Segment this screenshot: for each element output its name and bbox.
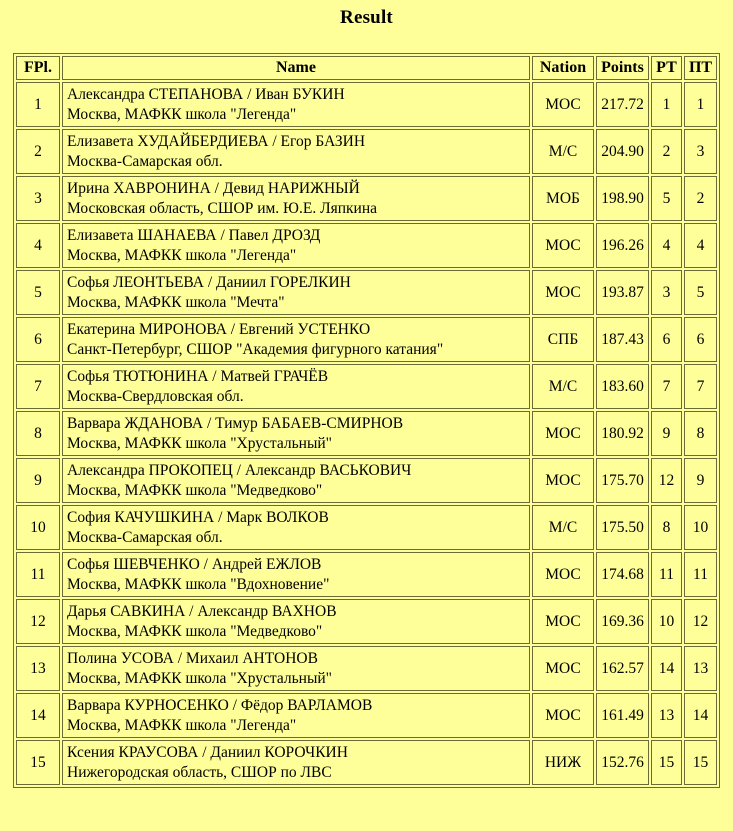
rhythm-dance-rank-cell: 2 bbox=[651, 129, 682, 174]
rhythm-dance-rank-cell: 8 bbox=[651, 505, 682, 550]
club-region: Москва, МАФКК школа "Легенда" bbox=[67, 246, 297, 264]
club-region: Москва, МАФКК школа "Мечта" bbox=[67, 293, 285, 311]
points-cell: 162.57 bbox=[596, 646, 649, 691]
nation-cell: МОС bbox=[532, 552, 594, 597]
col-header-nation: Nation bbox=[532, 56, 594, 80]
free-dance-rank-cell: 13 bbox=[684, 646, 717, 691]
points-cell: 204.90 bbox=[596, 129, 649, 174]
name-cell bbox=[62, 176, 530, 221]
club-region: Нижегородская область, СШОР по ЛВС bbox=[67, 763, 332, 781]
points-cell: 169.36 bbox=[596, 599, 649, 644]
rhythm-dance-rank-cell: 14 bbox=[651, 646, 682, 691]
skaters-names: Софья ЛЕОНТЬЕВА / Даниил ГОРЕЛКИН bbox=[67, 273, 351, 291]
header-row bbox=[16, 56, 717, 80]
rhythm-dance-rank-cell: 13 bbox=[651, 693, 682, 738]
free-dance-rank-cell: 3 bbox=[684, 129, 717, 174]
club-region: Москва-Самарская обл. bbox=[67, 528, 223, 546]
table-row bbox=[16, 129, 717, 174]
name-cell bbox=[62, 82, 530, 127]
nation-cell: НИЖ bbox=[532, 740, 594, 785]
club-region: Москва, МАФКК школа "Хрустальный" bbox=[67, 434, 333, 452]
skaters-names: Варвара ЖДАНОВА / Тимур БАБАЕВ-СМИРНОВ bbox=[67, 414, 404, 432]
table-row bbox=[16, 82, 717, 127]
skaters-names: Екатерина МИРОНОВА / Евгений УСТЕНКО bbox=[67, 320, 371, 338]
table-row bbox=[16, 552, 717, 597]
points-cell: 187.43 bbox=[596, 317, 649, 362]
name-cell bbox=[62, 646, 530, 691]
skaters-names: Ксения КРАУСОВА / Даниил КОРОЧКИН bbox=[67, 743, 348, 761]
name-cell bbox=[62, 740, 530, 785]
free-dance-rank-cell: 14 bbox=[684, 693, 717, 738]
skaters-names: София КАЧУШКИНА / Марк ВОЛКОВ bbox=[67, 508, 329, 526]
final-placement-cell: 12 bbox=[16, 599, 60, 644]
rhythm-dance-rank-cell: 10 bbox=[651, 599, 682, 644]
nation-cell: МОС bbox=[532, 82, 594, 127]
points-cell: 175.50 bbox=[596, 505, 649, 550]
final-placement-cell: 9 bbox=[16, 458, 60, 503]
final-placement-cell: 5 bbox=[16, 270, 60, 315]
table-row bbox=[16, 317, 717, 362]
table-row bbox=[16, 599, 717, 644]
free-dance-rank-cell: 7 bbox=[684, 364, 717, 409]
skaters-names: Елизавета ХУДАЙБЕРДИЕВА / Егор БАЗИН bbox=[67, 132, 366, 150]
skaters-names: Варвара КУРНОСЕНКО / Фёдор ВАРЛАМОВ bbox=[67, 696, 373, 714]
nation-cell: МОБ bbox=[532, 176, 594, 221]
rhythm-dance-rank-cell: 3 bbox=[651, 270, 682, 315]
col-header-name: Name bbox=[62, 56, 530, 80]
rhythm-dance-rank-cell: 6 bbox=[651, 317, 682, 362]
points-cell: 174.68 bbox=[596, 552, 649, 597]
skaters-names: Александра СТЕПАНОВА / Иван БУКИН bbox=[67, 85, 345, 103]
name-cell bbox=[62, 599, 530, 644]
skaters-names: Дарья САВКИНА / Александр ВАХНОВ bbox=[67, 602, 337, 620]
final-placement-cell: 4 bbox=[16, 223, 60, 268]
rhythm-dance-rank-cell: 15 bbox=[651, 740, 682, 785]
rhythm-dance-rank-cell: 4 bbox=[651, 223, 682, 268]
free-dance-rank-cell: 8 bbox=[684, 411, 717, 456]
club-region: Москва, МАФКК школа "Медведково" bbox=[67, 622, 323, 640]
table-row bbox=[16, 223, 717, 268]
name-cell bbox=[62, 693, 530, 738]
free-dance-rank-cell: 1 bbox=[684, 82, 717, 127]
final-placement-cell: 14 bbox=[16, 693, 60, 738]
final-placement-cell: 7 bbox=[16, 364, 60, 409]
final-placement-cell: 8 bbox=[16, 411, 60, 456]
final-placement-cell: 1 bbox=[16, 82, 60, 127]
rhythm-dance-rank-cell: 7 bbox=[651, 364, 682, 409]
club-region: Санкт-Петербург, СШОР "Академия фигурного катания" bbox=[67, 340, 444, 358]
rhythm-dance-rank-cell: 1 bbox=[651, 82, 682, 127]
table-row bbox=[16, 458, 717, 503]
free-dance-rank-cell: 10 bbox=[684, 505, 717, 550]
name-cell bbox=[62, 364, 530, 409]
name-cell bbox=[62, 223, 530, 268]
points-cell: 152.76 bbox=[596, 740, 649, 785]
rhythm-dance-rank-cell: 11 bbox=[651, 552, 682, 597]
skaters-names: Елизавета ШАНАЕВА / Павел ДРОЗД bbox=[67, 226, 321, 244]
table-row bbox=[16, 270, 717, 315]
table-row bbox=[16, 411, 717, 456]
table-body bbox=[16, 82, 717, 785]
results-page bbox=[0, 7, 733, 788]
club-region: Москва-Самарская обл. bbox=[67, 152, 223, 170]
points-cell: 196.26 bbox=[596, 223, 649, 268]
page-title: Result bbox=[340, 7, 393, 28]
points-cell: 198.90 bbox=[596, 176, 649, 221]
table-row bbox=[16, 176, 717, 221]
free-dance-rank-cell: 12 bbox=[684, 599, 717, 644]
nation-cell: МОС bbox=[532, 270, 594, 315]
points-cell: 183.60 bbox=[596, 364, 649, 409]
free-dance-rank-cell: 6 bbox=[684, 317, 717, 362]
final-placement-cell: 15 bbox=[16, 740, 60, 785]
name-cell bbox=[62, 270, 530, 315]
name-cell bbox=[62, 411, 530, 456]
col-header-fpl: FPl. bbox=[16, 56, 60, 80]
table-row bbox=[16, 740, 717, 785]
skaters-names: Ирина ХАВРОНИНА / Девид НАРИЖНЫЙ bbox=[67, 179, 360, 197]
skaters-names: Софья ТЮТЮНИНА / Матвей ГРАЧЁВ bbox=[67, 367, 329, 385]
points-cell: 175.70 bbox=[596, 458, 649, 503]
name-cell bbox=[62, 129, 530, 174]
points-cell: 217.72 bbox=[596, 82, 649, 127]
points-cell: 180.92 bbox=[596, 411, 649, 456]
final-placement-cell: 13 bbox=[16, 646, 60, 691]
skaters-names: Полина УСОВА / Михаил АНТОНОВ bbox=[67, 649, 318, 667]
nation-cell: М/С bbox=[532, 129, 594, 174]
name-cell bbox=[62, 505, 530, 550]
final-placement-cell: 11 bbox=[16, 552, 60, 597]
free-dance-rank-cell: 5 bbox=[684, 270, 717, 315]
rhythm-dance-rank-cell: 12 bbox=[651, 458, 682, 503]
table-row bbox=[16, 693, 717, 738]
club-region: Москва-Свердловская обл. bbox=[67, 387, 244, 405]
nation-cell: СПБ bbox=[532, 317, 594, 362]
nation-cell: М/С bbox=[532, 364, 594, 409]
results-table bbox=[13, 53, 720, 788]
points-cell: 193.87 bbox=[596, 270, 649, 315]
club-region: Москва, МАФКК школа "Легенда" bbox=[67, 716, 297, 734]
club-region: Москва, МАФКК школа "Медведково" bbox=[67, 481, 323, 499]
nation-cell: МОС bbox=[532, 646, 594, 691]
free-dance-rank-cell: 11 bbox=[684, 552, 717, 597]
nation-cell: МОС bbox=[532, 693, 594, 738]
name-cell bbox=[62, 317, 530, 362]
rhythm-dance-rank-cell: 5 bbox=[651, 176, 682, 221]
table-row bbox=[16, 364, 717, 409]
club-region: Москва, МАФКК школа "Хрустальный" bbox=[67, 669, 333, 687]
name-cell bbox=[62, 458, 530, 503]
table-row bbox=[16, 505, 717, 550]
nation-cell: МОС bbox=[532, 458, 594, 503]
col-header-points: Points bbox=[596, 56, 649, 80]
nation-cell: МОС bbox=[532, 599, 594, 644]
table-row bbox=[16, 646, 717, 691]
points-cell: 161.49 bbox=[596, 693, 649, 738]
final-placement-cell: 3 bbox=[16, 176, 60, 221]
table-header bbox=[16, 56, 717, 80]
col-header-rt: РТ bbox=[651, 56, 682, 80]
nation-cell: М/С bbox=[532, 505, 594, 550]
club-region: Москва, МАФКК школа "Вдохновение" bbox=[67, 575, 330, 593]
nation-cell: МОС bbox=[532, 223, 594, 268]
skaters-names: Александра ПРОКОПЕЦ / Александр ВАСЬКОВИЧ bbox=[67, 461, 412, 479]
name-cell bbox=[62, 552, 530, 597]
free-dance-rank-cell: 9 bbox=[684, 458, 717, 503]
col-header-pt: ПТ bbox=[684, 56, 717, 80]
final-placement-cell: 6 bbox=[16, 317, 60, 362]
final-placement-cell: 10 bbox=[16, 505, 60, 550]
final-placement-cell: 2 bbox=[16, 129, 60, 174]
rhythm-dance-rank-cell: 9 bbox=[651, 411, 682, 456]
free-dance-rank-cell: 4 bbox=[684, 223, 717, 268]
club-region: Москва, МАФКК школа "Легенда" bbox=[67, 105, 297, 123]
skaters-names: Софья ШЕВЧЕНКО / Андрей ЕЖЛОВ bbox=[67, 555, 322, 573]
club-region: Московская область, СШОР им. Ю.Е. Ляпкина bbox=[67, 199, 378, 217]
free-dance-rank-cell: 2 bbox=[684, 176, 717, 221]
free-dance-rank-cell: 15 bbox=[684, 740, 717, 785]
nation-cell: МОС bbox=[532, 411, 594, 456]
